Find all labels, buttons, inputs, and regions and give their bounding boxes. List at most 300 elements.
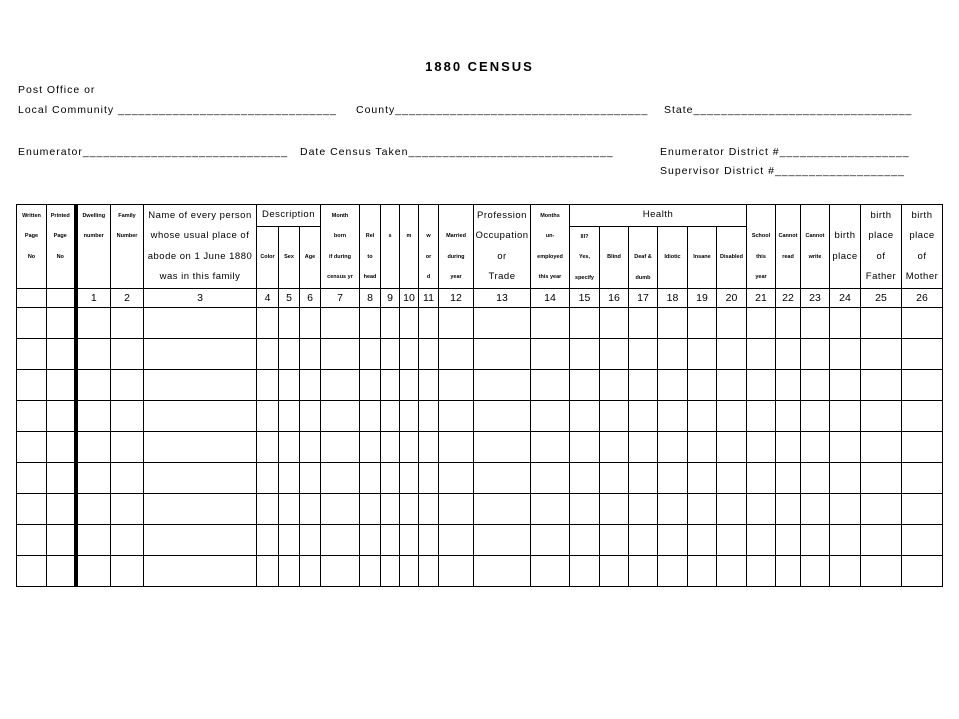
- entry-cell[interactable]: [300, 401, 321, 432]
- entry-cell[interactable]: [717, 370, 747, 401]
- entry-cell[interactable]: [531, 432, 570, 463]
- col-num: 17: [629, 289, 658, 308]
- entry-cell[interactable]: [111, 370, 144, 401]
- header-ill: Ill? Yes, specify: [570, 226, 600, 289]
- entry-cell[interactable]: [600, 308, 629, 339]
- local-community-field[interactable]: Local Community ________________________________: [18, 104, 337, 116]
- entry-cell[interactable]: [474, 494, 531, 525]
- entry-cell[interactable]: [381, 432, 400, 463]
- entry-cell[interactable]: [111, 525, 144, 556]
- entry-cell[interactable]: [360, 556, 381, 587]
- entry-cell[interactable]: [629, 494, 658, 525]
- entry-cell[interactable]: [688, 308, 717, 339]
- entry-cell[interactable]: [658, 308, 688, 339]
- entry-cell[interactable]: [439, 401, 474, 432]
- entry-cell[interactable]: [861, 525, 902, 556]
- entry-cell[interactable]: [360, 494, 381, 525]
- entry-cell[interactable]: [570, 556, 600, 587]
- entry-cell[interactable]: [776, 370, 801, 401]
- entry-cell[interactable]: [570, 370, 600, 401]
- header-description: Description: [257, 205, 321, 227]
- entry-cell[interactable]: [570, 308, 600, 339]
- entry-cell[interactable]: [111, 401, 144, 432]
- entry-cell[interactable]: [381, 556, 400, 587]
- entry-cell[interactable]: [17, 308, 47, 339]
- entry-cell[interactable]: [474, 525, 531, 556]
- entry-cell[interactable]: [321, 432, 360, 463]
- entry-cell[interactable]: [658, 463, 688, 494]
- col-num: 5: [279, 289, 300, 308]
- entry-cell[interactable]: [76, 432, 111, 463]
- table-row: [17, 556, 943, 587]
- entry-cell[interactable]: [801, 432, 830, 463]
- entry-cell[interactable]: [658, 556, 688, 587]
- entry-cell[interactable]: [688, 525, 717, 556]
- entry-cell[interactable]: [360, 308, 381, 339]
- entry-cell[interactable]: [629, 339, 658, 370]
- entry-cell[interactable]: [776, 525, 801, 556]
- entry-cell[interactable]: [300, 525, 321, 556]
- entry-cell[interactable]: [570, 525, 600, 556]
- entry-cell[interactable]: [279, 525, 300, 556]
- entry-cell[interactable]: [300, 308, 321, 339]
- table-row: [17, 339, 943, 370]
- entry-cell[interactable]: [360, 339, 381, 370]
- entry-cell[interactable]: [360, 370, 381, 401]
- entry-cell[interactable]: [400, 308, 419, 339]
- entry-cell[interactable]: [257, 432, 279, 463]
- entry-cell[interactable]: [17, 432, 47, 463]
- col-num: 6: [300, 289, 321, 308]
- entry-cell[interactable]: [144, 339, 257, 370]
- entry-cell[interactable]: [76, 370, 111, 401]
- entry-cell[interactable]: [144, 463, 257, 494]
- col-num: 11: [419, 289, 439, 308]
- entry-cell[interactable]: [76, 463, 111, 494]
- entry-cell[interactable]: [279, 463, 300, 494]
- entry-cell[interactable]: [629, 308, 658, 339]
- entry-cell[interactable]: [688, 401, 717, 432]
- header-school: School this year: [747, 205, 776, 289]
- entry-cell[interactable]: [776, 556, 801, 587]
- entry-cell[interactable]: [279, 401, 300, 432]
- header-age: Age: [300, 226, 321, 289]
- entry-cell[interactable]: [144, 525, 257, 556]
- entry-cell[interactable]: [47, 370, 76, 401]
- entry-cell[interactable]: [776, 308, 801, 339]
- entry-cell[interactable]: [717, 432, 747, 463]
- entry-cell[interactable]: [419, 432, 439, 463]
- entry-cell[interactable]: [111, 339, 144, 370]
- entry-cell[interactable]: [747, 556, 776, 587]
- entry-cell[interactable]: [658, 525, 688, 556]
- entry-cell[interactable]: [400, 525, 419, 556]
- entry-cell[interactable]: [629, 463, 658, 494]
- entry-cell[interactable]: [439, 370, 474, 401]
- entry-cell[interactable]: [861, 370, 902, 401]
- entry-cell[interactable]: [474, 401, 531, 432]
- enumerator-district-field[interactable]: Enumerator District #___________________: [660, 146, 910, 158]
- county-field[interactable]: County_____________________________________: [356, 104, 649, 116]
- entry-cell[interactable]: [531, 463, 570, 494]
- entry-cell[interactable]: [439, 339, 474, 370]
- entry-cell[interactable]: [776, 339, 801, 370]
- entry-cell[interactable]: [360, 401, 381, 432]
- header-single: s: [381, 205, 400, 289]
- entry-cell[interactable]: [439, 463, 474, 494]
- entry-cell[interactable]: [144, 556, 257, 587]
- entry-cell[interactable]: [474, 339, 531, 370]
- table-row: [17, 463, 943, 494]
- entry-cell[interactable]: [629, 370, 658, 401]
- entry-cell[interactable]: [531, 494, 570, 525]
- entry-cell[interactable]: [111, 432, 144, 463]
- entry-cell[interactable]: [419, 556, 439, 587]
- entry-cell[interactable]: [17, 556, 47, 587]
- entry-cell[interactable]: [419, 494, 439, 525]
- header-blind: Blind: [600, 226, 629, 289]
- entry-cell[interactable]: [688, 463, 717, 494]
- entry-cell[interactable]: [902, 525, 943, 556]
- entry-cell[interactable]: [76, 556, 111, 587]
- entry-cell[interactable]: [658, 370, 688, 401]
- entry-cell[interactable]: [419, 463, 439, 494]
- entry-cell[interactable]: [747, 525, 776, 556]
- entry-cell[interactable]: [474, 308, 531, 339]
- entry-cell[interactable]: [902, 556, 943, 587]
- entry-cell[interactable]: [419, 525, 439, 556]
- entry-cell[interactable]: [76, 308, 111, 339]
- entry-cell[interactable]: [419, 339, 439, 370]
- entry-cell[interactable]: [531, 525, 570, 556]
- entry-cell[interactable]: [688, 370, 717, 401]
- entry-cell[interactable]: [321, 401, 360, 432]
- col-num: 3: [144, 289, 257, 308]
- header-sex: Sex: [279, 226, 300, 289]
- entry-cell[interactable]: [47, 463, 76, 494]
- entry-cell[interactable]: [658, 339, 688, 370]
- entry-cell[interactable]: [279, 308, 300, 339]
- entry-cell[interactable]: [801, 401, 830, 432]
- entry-cell[interactable]: [861, 463, 902, 494]
- col-num: 23: [801, 289, 830, 308]
- entry-cell[interactable]: [144, 494, 257, 525]
- header-printed-page: Printed Page No: [47, 205, 76, 289]
- entry-cell[interactable]: [17, 463, 47, 494]
- entry-cell[interactable]: [717, 339, 747, 370]
- entry-cell[interactable]: [801, 463, 830, 494]
- entry-cell[interactable]: [801, 525, 830, 556]
- entry-cell[interactable]: [381, 463, 400, 494]
- entry-cell[interactable]: [300, 339, 321, 370]
- header-mother-birthplace: birth place of Mother: [902, 205, 943, 289]
- entry-cell[interactable]: [830, 432, 861, 463]
- entry-cell[interactable]: [257, 308, 279, 339]
- entry-cell[interactable]: [801, 494, 830, 525]
- entry-cell[interactable]: [381, 525, 400, 556]
- table-row: [17, 401, 943, 432]
- entry-cell[interactable]: [17, 401, 47, 432]
- entry-cell[interactable]: [111, 494, 144, 525]
- entry-cell[interactable]: [360, 432, 381, 463]
- entry-cell[interactable]: [439, 308, 474, 339]
- entry-cell[interactable]: [717, 308, 747, 339]
- entry-cell[interactable]: [776, 401, 801, 432]
- entry-cell[interactable]: [279, 432, 300, 463]
- entry-cell[interactable]: [76, 525, 111, 556]
- entry-cell[interactable]: [688, 556, 717, 587]
- entry-cell[interactable]: [830, 463, 861, 494]
- entry-cell[interactable]: [47, 401, 76, 432]
- entry-cell[interactable]: [801, 339, 830, 370]
- entry-cell[interactable]: [830, 401, 861, 432]
- entry-cell[interactable]: [600, 432, 629, 463]
- entry-cell[interactable]: [776, 432, 801, 463]
- entry-cell[interactable]: [861, 308, 902, 339]
- entry-cell[interactable]: [439, 494, 474, 525]
- entry-cell[interactable]: [717, 556, 747, 587]
- entry-cell[interactable]: [144, 401, 257, 432]
- entry-cell[interactable]: [747, 401, 776, 432]
- entry-cell[interactable]: [144, 432, 257, 463]
- entry-cell[interactable]: [902, 494, 943, 525]
- col-num: 18: [658, 289, 688, 308]
- col-num: 26: [902, 289, 943, 308]
- entry-cell[interactable]: [47, 494, 76, 525]
- entry-cell[interactable]: [381, 308, 400, 339]
- entry-cell[interactable]: [861, 432, 902, 463]
- entry-cell[interactable]: [861, 401, 902, 432]
- entry-cell[interactable]: [144, 308, 257, 339]
- entry-cell[interactable]: [321, 370, 360, 401]
- enumerator-field[interactable]: Enumerator______________________________: [18, 146, 289, 158]
- col-num: 12: [439, 289, 474, 308]
- entry-cell[interactable]: [439, 525, 474, 556]
- entry-cell[interactable]: [600, 339, 629, 370]
- entry-cell[interactable]: [776, 494, 801, 525]
- entry-cell[interactable]: [747, 432, 776, 463]
- entry-cell[interactable]: [474, 556, 531, 587]
- entry-cell[interactable]: [474, 370, 531, 401]
- entry-cell[interactable]: [776, 463, 801, 494]
- entry-cell[interactable]: [400, 463, 419, 494]
- entry-cell[interactable]: [570, 401, 600, 432]
- entry-cell[interactable]: [257, 463, 279, 494]
- entry-cell[interactable]: [658, 432, 688, 463]
- entry-cell[interactable]: [688, 494, 717, 525]
- state-field[interactable]: State________________________________: [664, 104, 913, 116]
- entry-cell[interactable]: [47, 339, 76, 370]
- entry-cell[interactable]: [747, 463, 776, 494]
- table-row: [17, 370, 943, 401]
- entry-cell[interactable]: [321, 463, 360, 494]
- entry-cell[interactable]: [76, 339, 111, 370]
- entry-cell[interactable]: [600, 494, 629, 525]
- entry-cell[interactable]: [717, 401, 747, 432]
- entry-cell[interactable]: [144, 370, 257, 401]
- entry-cell[interactable]: [419, 401, 439, 432]
- entry-cell[interactable]: [321, 494, 360, 525]
- entry-cell[interactable]: [300, 494, 321, 525]
- entry-cell[interactable]: [400, 432, 419, 463]
- entry-cell[interactable]: [861, 556, 902, 587]
- entry-cell[interactable]: [419, 370, 439, 401]
- header-father-birthplace: birth place of Father: [861, 205, 902, 289]
- entry-cell[interactable]: [321, 308, 360, 339]
- entry-cell[interactable]: [688, 339, 717, 370]
- entry-cell[interactable]: [830, 370, 861, 401]
- col-num: 21: [747, 289, 776, 308]
- entry-cell[interactable]: [17, 339, 47, 370]
- entry-cell[interactable]: [257, 525, 279, 556]
- entry-cell[interactable]: [400, 401, 419, 432]
- entry-cell[interactable]: [321, 556, 360, 587]
- entry-cell[interactable]: [76, 401, 111, 432]
- entry-cell[interactable]: [279, 556, 300, 587]
- col-num: 24: [830, 289, 861, 308]
- entry-cell[interactable]: [300, 463, 321, 494]
- entry-cell[interactable]: [381, 494, 400, 525]
- census-table: [16, 204, 943, 587]
- entry-cell[interactable]: [747, 339, 776, 370]
- header-deaf-dumb: Deaf & dumb: [629, 226, 658, 289]
- header-name: Name of every person whose usual place of abode on 1 June 1880 was in this family: [144, 205, 257, 289]
- entry-cell[interactable]: [76, 494, 111, 525]
- entry-cell[interactable]: [279, 494, 300, 525]
- entry-cell[interactable]: [902, 339, 943, 370]
- entry-cell[interactable]: [17, 370, 47, 401]
- col-num: 14: [531, 289, 570, 308]
- entry-cell[interactable]: [531, 339, 570, 370]
- entry-cell[interactable]: [381, 339, 400, 370]
- entry-cell[interactable]: [830, 494, 861, 525]
- entry-cell[interactable]: [531, 308, 570, 339]
- col-num: 7: [321, 289, 360, 308]
- entry-cell[interactable]: [629, 401, 658, 432]
- entry-cell[interactable]: [300, 370, 321, 401]
- entry-cell[interactable]: [419, 308, 439, 339]
- entry-cell[interactable]: [400, 494, 419, 525]
- header-relation: Rel to head: [360, 205, 381, 289]
- header-dwelling-number: Dwelling number: [76, 205, 111, 289]
- entry-cell[interactable]: [629, 525, 658, 556]
- entry-cell[interactable]: [600, 525, 629, 556]
- entry-cell[interactable]: [47, 525, 76, 556]
- entry-cell[interactable]: [439, 556, 474, 587]
- entry-cell[interactable]: [861, 339, 902, 370]
- entry-cell[interactable]: [830, 339, 861, 370]
- entry-cell[interactable]: [801, 308, 830, 339]
- entry-cell[interactable]: [111, 463, 144, 494]
- entry-cell[interactable]: [257, 339, 279, 370]
- entry-cell[interactable]: [629, 432, 658, 463]
- header-cannot-read: Cannot read: [776, 205, 801, 289]
- entry-cell[interactable]: [531, 370, 570, 401]
- entry-cell[interactable]: [600, 370, 629, 401]
- entry-cell[interactable]: [257, 556, 279, 587]
- entry-cell[interactable]: [830, 556, 861, 587]
- entry-cell[interactable]: [801, 556, 830, 587]
- entry-cell[interactable]: [360, 525, 381, 556]
- entry-cell[interactable]: [717, 463, 747, 494]
- entry-cell[interactable]: [47, 432, 76, 463]
- entry-cell[interactable]: [381, 370, 400, 401]
- col-num: [17, 289, 47, 308]
- col-num: 1: [76, 289, 111, 308]
- header-profession: Profession Occupation or Trade: [474, 205, 531, 289]
- col-num: 13: [474, 289, 531, 308]
- entry-cell[interactable]: [747, 494, 776, 525]
- entry-cell[interactable]: [531, 401, 570, 432]
- entry-cell[interactable]: [717, 525, 747, 556]
- supervisor-district-field[interactable]: Supervisor District #___________________: [660, 165, 905, 177]
- entry-cell[interactable]: [400, 556, 419, 587]
- entry-cell[interactable]: [360, 463, 381, 494]
- entry-cell[interactable]: [830, 308, 861, 339]
- entry-cell[interactable]: [902, 432, 943, 463]
- date-census-taken-field[interactable]: Date Census Taken______________________________: [300, 146, 614, 158]
- col-num: 9: [381, 289, 400, 308]
- entry-cell[interactable]: [801, 370, 830, 401]
- entry-cell[interactable]: [257, 370, 279, 401]
- entry-cell[interactable]: [830, 525, 861, 556]
- entry-cell[interactable]: [300, 556, 321, 587]
- entry-cell[interactable]: [747, 308, 776, 339]
- entry-cell[interactable]: [717, 494, 747, 525]
- entry-cell[interactable]: [439, 432, 474, 463]
- entry-cell[interactable]: [902, 308, 943, 339]
- entry-cell[interactable]: [257, 401, 279, 432]
- entry-cell[interactable]: [600, 463, 629, 494]
- entry-cell[interactable]: [321, 525, 360, 556]
- entry-cell[interactable]: [600, 401, 629, 432]
- entry-cell[interactable]: [658, 401, 688, 432]
- entry-cell[interactable]: [570, 494, 600, 525]
- entry-cell[interactable]: [474, 432, 531, 463]
- entry-cell[interactable]: [17, 525, 47, 556]
- entry-cell[interactable]: [570, 339, 600, 370]
- entry-cell[interactable]: [17, 494, 47, 525]
- entry-cell[interactable]: [321, 339, 360, 370]
- entry-cell[interactable]: [279, 370, 300, 401]
- entry-cell[interactable]: [570, 432, 600, 463]
- entry-cell[interactable]: [629, 556, 658, 587]
- entry-cell[interactable]: [600, 556, 629, 587]
- entry-cell[interactable]: [902, 401, 943, 432]
- entry-cell[interactable]: [400, 339, 419, 370]
- entry-cell[interactable]: [47, 556, 76, 587]
- entry-cell[interactable]: [902, 370, 943, 401]
- entry-cell[interactable]: [300, 432, 321, 463]
- entry-cell[interactable]: [257, 494, 279, 525]
- entry-cell[interactable]: [531, 556, 570, 587]
- header-family-number: Family Number: [111, 205, 144, 289]
- entry-cell[interactable]: [111, 556, 144, 587]
- entry-cell[interactable]: [861, 494, 902, 525]
- entry-cell[interactable]: [47, 308, 76, 339]
- entry-cell[interactable]: [400, 370, 419, 401]
- header-disabled: Disabled: [717, 226, 747, 289]
- entry-cell[interactable]: [111, 308, 144, 339]
- entry-cell[interactable]: [658, 494, 688, 525]
- entry-cell[interactable]: [279, 339, 300, 370]
- entry-cell[interactable]: [902, 463, 943, 494]
- entry-cell[interactable]: [570, 463, 600, 494]
- entry-cell[interactable]: [474, 463, 531, 494]
- entry-cell[interactable]: [381, 401, 400, 432]
- entry-cell[interactable]: [688, 432, 717, 463]
- entry-cell[interactable]: [747, 370, 776, 401]
